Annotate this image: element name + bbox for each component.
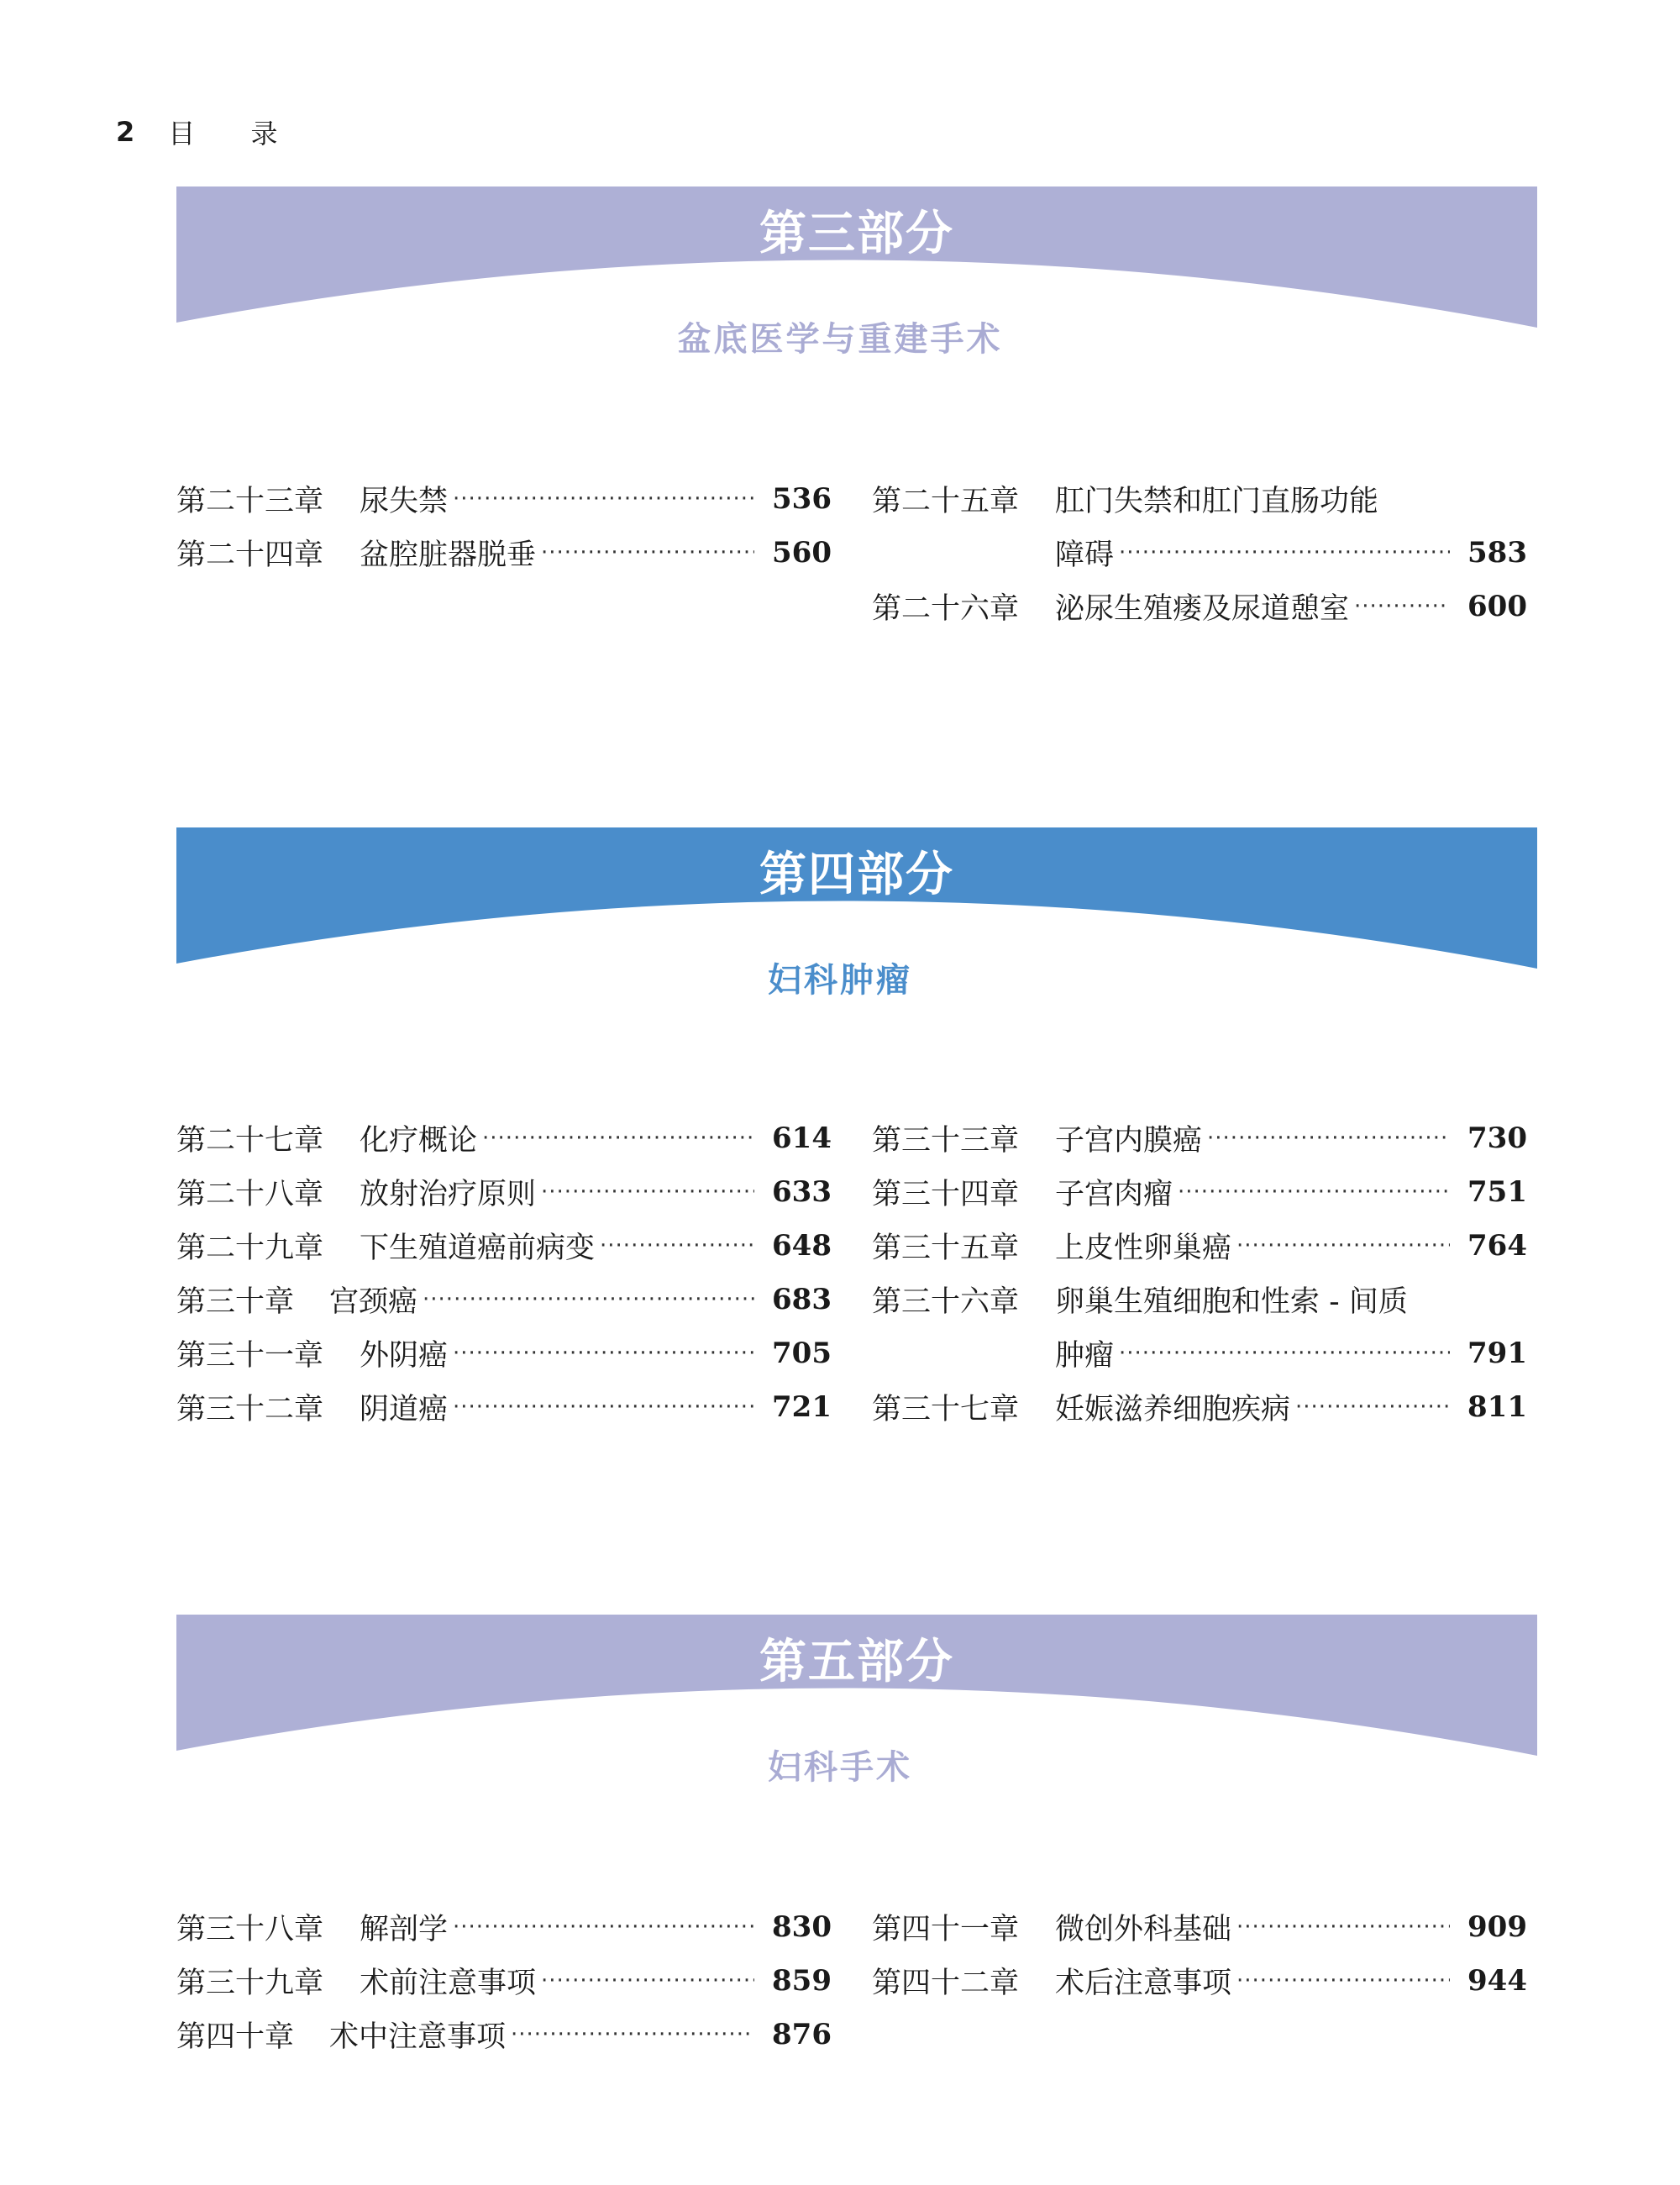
part-banner — [176, 186, 1537, 329]
page-number-ref: 683 — [772, 1283, 832, 1316]
dot-leader — [423, 1273, 754, 1326]
dot-leader — [541, 526, 754, 580]
dot-leader — [541, 1165, 754, 1219]
chapter-number: 第四十章 — [176, 2020, 295, 2054]
chapter-title: 解剖学 — [360, 1913, 449, 1946]
toc-entry[interactable] — [872, 1165, 1527, 1219]
dot-leader — [453, 1380, 754, 1434]
chapter-title: 妊娠滋养细胞疾病 — [1055, 1393, 1291, 1426]
chapter-number: 第二十四章 — [176, 538, 324, 572]
toc-entry[interactable] — [872, 472, 1527, 526]
chapter-number: 第三十六章 — [872, 1285, 1020, 1319]
page-number-ref: 944 — [1467, 1964, 1527, 1998]
dot-leader — [1207, 1111, 1450, 1165]
chapter-title: 肛门失禁和肛门直肠功能 — [1055, 485, 1379, 518]
chapter-number: 第三十五章 — [872, 1232, 1020, 1265]
dot-leader — [453, 472, 754, 526]
left-column — [176, 1900, 832, 2062]
chapter-title: 术前注意事项 — [360, 1967, 537, 2000]
part-title: 第四部分 — [759, 847, 954, 902]
dot-leader — [453, 1326, 754, 1380]
chapter-title: 宫颈癌 — [329, 1285, 418, 1319]
page-number-ref: 721 — [772, 1390, 832, 1424]
toc-entry[interactable] — [176, 1900, 832, 1954]
chapter-title: 阴道癌 — [360, 1393, 449, 1426]
page-number-ref: 730 — [1467, 1121, 1527, 1155]
chapter-number: 第三十七章 — [872, 1393, 1020, 1426]
dot-leader — [511, 2008, 754, 2062]
left-column — [176, 1111, 832, 1434]
chapter-number: 第二十六章 — [872, 592, 1020, 626]
dot-leader — [1236, 1954, 1450, 2008]
page-number-ref: 614 — [772, 1121, 832, 1155]
part-subtitle: 妇科手术 — [768, 1748, 912, 1787]
part-title: 第五部分 — [759, 1634, 954, 1689]
right-column — [872, 472, 1527, 633]
chapter-number: 第三十八章 — [176, 1913, 324, 1946]
toc-entry[interactable] — [176, 1326, 832, 1380]
page-number-ref: 560 — [772, 536, 832, 570]
dot-leader — [600, 1219, 754, 1273]
left-column — [176, 472, 832, 580]
chapter-title: 卵巢生殖细胞和性索 - 间质 — [1055, 1285, 1408, 1319]
page-number-ref: 536 — [772, 482, 832, 516]
toc-entry[interactable] — [176, 1954, 832, 2008]
chapter-title: 放射治疗原则 — [360, 1178, 537, 1211]
dot-leader — [1178, 1165, 1450, 1219]
chapter-number: 第三十九章 — [176, 1967, 324, 2000]
dot-leader — [541, 1954, 754, 2008]
toc-entry[interactable] — [872, 1326, 1527, 1380]
part-banner — [176, 1615, 1537, 1757]
dot-leader — [1236, 1900, 1450, 1954]
chapter-title: 子宫内膜癌 — [1055, 1124, 1203, 1158]
toc-entry[interactable] — [872, 1219, 1527, 1273]
chapter-title: 障碍 — [1055, 538, 1115, 572]
chapter-number: 第三十一章 — [176, 1339, 324, 1373]
chapter-title: 尿失禁 — [360, 485, 449, 518]
chapter-number: 第三十二章 — [176, 1393, 324, 1426]
chapter-number: 第二十九章 — [176, 1232, 324, 1265]
toc-entry[interactable] — [176, 2008, 832, 2062]
dot-leader — [482, 1111, 754, 1165]
toc-entry[interactable] — [872, 1273, 1527, 1326]
toc-entry[interactable] — [176, 1273, 832, 1326]
chapter-number: 第二十七章 — [176, 1124, 324, 1158]
chapter-number: 第四十一章 — [872, 1913, 1020, 1946]
toc-entry[interactable] — [872, 526, 1527, 580]
toc-entry[interactable] — [176, 526, 832, 580]
chapter-number: 第二十三章 — [176, 485, 324, 518]
toc-entry[interactable] — [872, 1380, 1527, 1434]
toc-entry[interactable] — [176, 1219, 832, 1273]
chapter-title: 外阴癌 — [360, 1339, 449, 1373]
chapter-title: 上皮性卵巢癌 — [1055, 1232, 1232, 1265]
chapter-title: 下生殖道癌前病变 — [360, 1232, 596, 1265]
page-number-ref: 583 — [1467, 536, 1527, 570]
chapter-number: 第三十三章 — [872, 1124, 1020, 1158]
page-number-ref: 751 — [1467, 1175, 1527, 1209]
page-number-ref: 909 — [1467, 1910, 1527, 1944]
chapter-title: 术中注意事项 — [329, 2020, 507, 2054]
chapter-title: 盆腔脏器脱垂 — [360, 538, 537, 572]
chapter-number: 第二十五章 — [872, 485, 1020, 518]
page-number-ref: 633 — [772, 1175, 832, 1209]
chapter-title: 子宫肉瘤 — [1055, 1178, 1173, 1211]
toc-entry[interactable] — [176, 1165, 832, 1219]
chapter-title: 微创外科基础 — [1055, 1913, 1232, 1946]
chapter-title: 术后注意事项 — [1055, 1967, 1232, 2000]
dot-leader — [1354, 580, 1450, 633]
running-title: 目 录 — [168, 118, 302, 150]
page-number: 2 — [116, 116, 135, 148]
part-subtitle: 妇科肿瘤 — [768, 961, 912, 1000]
page-number-ref: 648 — [772, 1229, 832, 1263]
page-number-ref: 811 — [1467, 1390, 1527, 1424]
page-number-ref: 705 — [772, 1337, 832, 1370]
dot-leader — [1119, 1326, 1450, 1380]
page-number-ref: 876 — [772, 2018, 832, 2051]
toc-entry[interactable] — [176, 1111, 832, 1165]
page-number-ref: 600 — [1467, 590, 1527, 623]
chapter-number: 第二十八章 — [176, 1178, 324, 1211]
page-number-ref: 830 — [772, 1910, 832, 1944]
chapter-number: 第四十二章 — [872, 1967, 1020, 2000]
toc-entry[interactable] — [176, 472, 832, 526]
right-column — [872, 1111, 1527, 1434]
chapter-title: 肿瘤 — [1055, 1339, 1115, 1373]
toc-entry[interactable] — [176, 1380, 832, 1434]
dot-leader — [1236, 1219, 1450, 1273]
dot-leader — [453, 1900, 754, 1954]
chapter-number: 第三十四章 — [872, 1178, 1020, 1211]
page-number-ref: 791 — [1467, 1337, 1527, 1370]
toc-entry[interactable] — [872, 1954, 1527, 2008]
toc-entry[interactable] — [872, 1900, 1527, 1954]
part-subtitle: 盆底医学与重建手术 — [677, 320, 1003, 359]
running-head — [116, 111, 301, 153]
dot-leader — [1119, 526, 1450, 580]
chapter-title: 化疗概论 — [360, 1124, 478, 1158]
part-banner — [176, 827, 1537, 970]
part-title: 第三部分 — [759, 206, 954, 261]
toc-entry[interactable] — [872, 580, 1527, 633]
page-number-ref: 764 — [1467, 1229, 1527, 1263]
chapter-title: 泌尿生殖瘘及尿道憩室 — [1055, 592, 1350, 626]
page-number-ref: 859 — [772, 1964, 832, 1998]
chapter-number: 第三十章 — [176, 1285, 295, 1319]
toc-entry[interactable] — [872, 1111, 1527, 1165]
right-column — [872, 1900, 1527, 2008]
dot-leader — [1295, 1380, 1450, 1434]
